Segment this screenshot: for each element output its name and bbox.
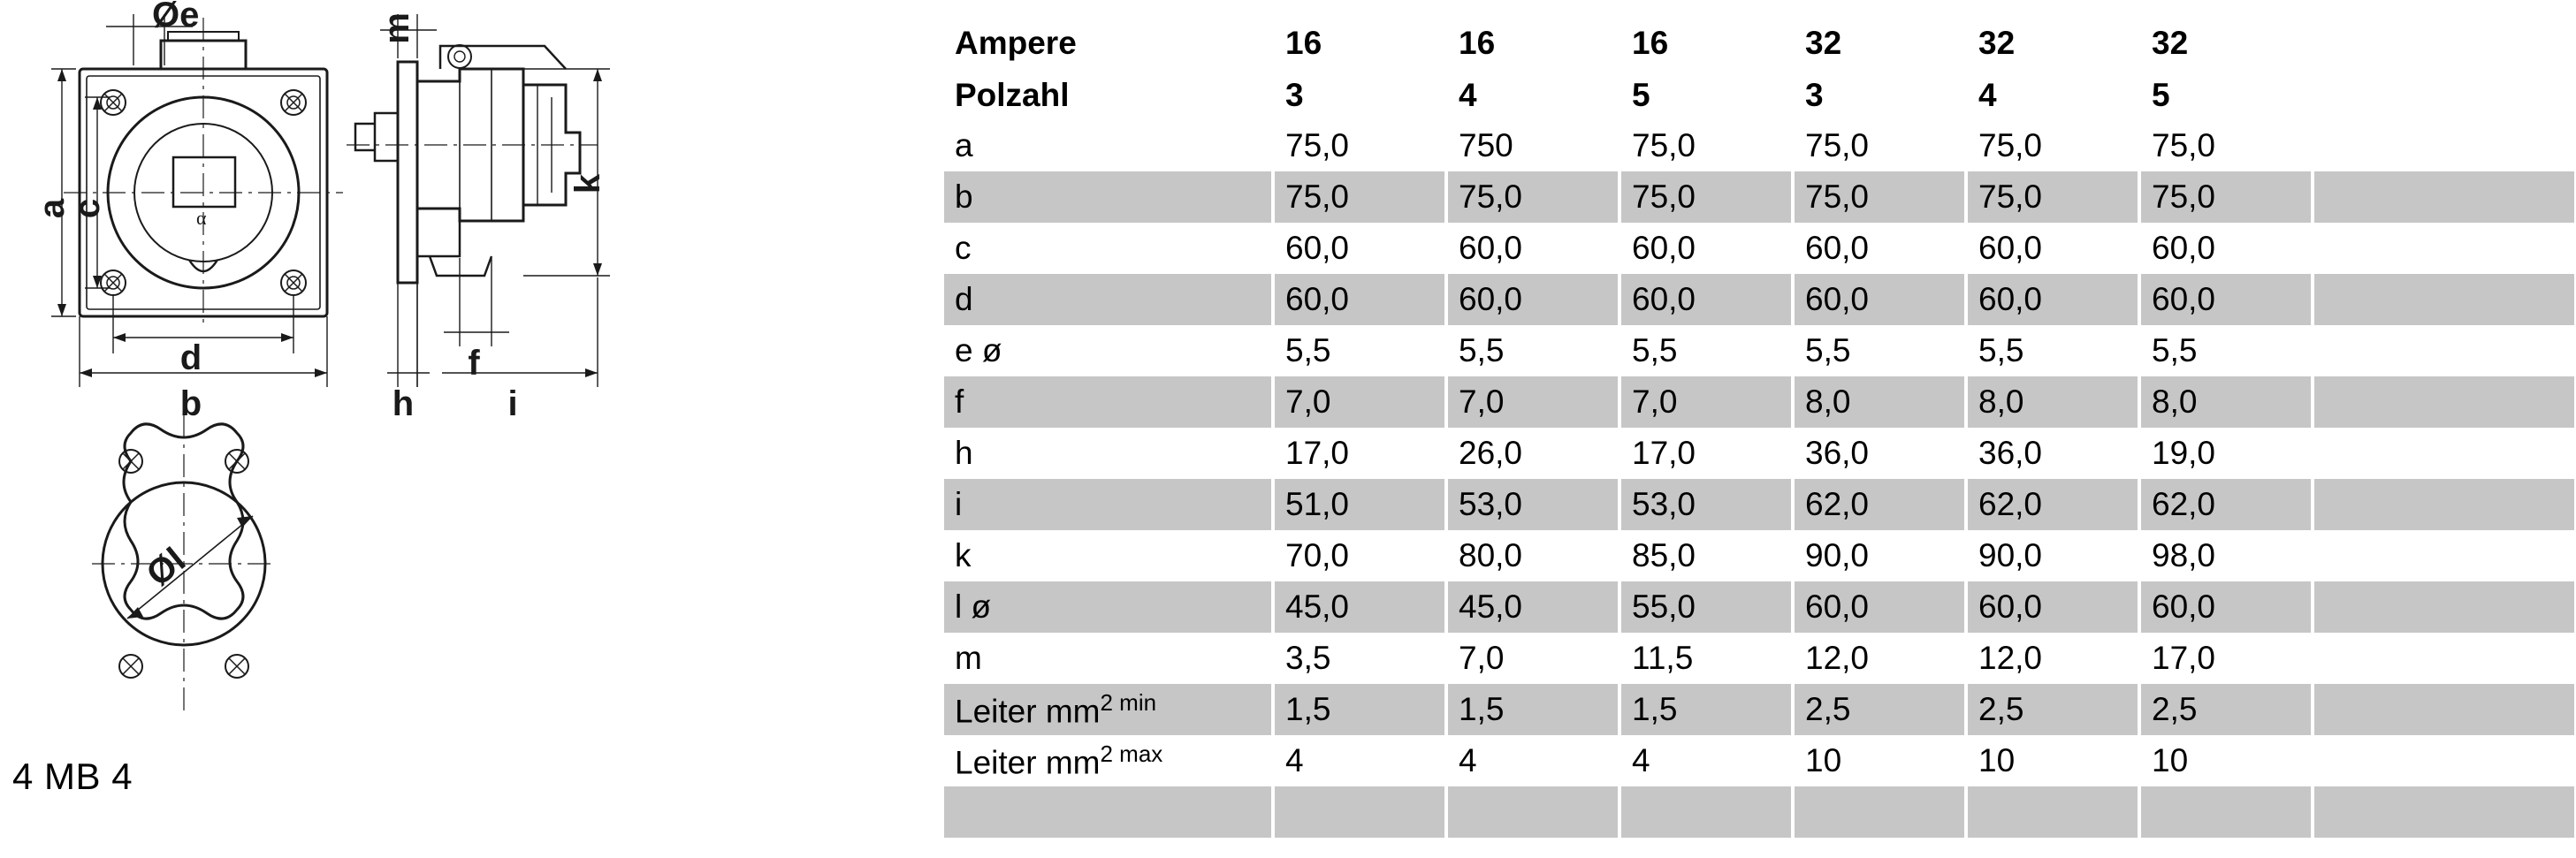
row-label: h bbox=[944, 428, 1273, 479]
row-pad bbox=[2313, 786, 2576, 838]
row-value-2: 4 bbox=[1446, 735, 1620, 786]
header-polzahl-3: 5 bbox=[1620, 71, 1793, 120]
row-label: c bbox=[944, 223, 1273, 274]
row-value-3: 7,0 bbox=[1620, 376, 1793, 428]
row-pad bbox=[2313, 171, 2576, 223]
row-label-text: Leiter mm bbox=[955, 744, 1101, 781]
row-value-4 bbox=[1793, 786, 1966, 838]
table-row bbox=[944, 171, 2576, 223]
row-value-3: 1,5 bbox=[1620, 684, 1793, 735]
table-row bbox=[944, 120, 2576, 171]
row-value-4: 60,0 bbox=[1793, 274, 1966, 325]
table-row bbox=[944, 581, 2576, 633]
row-value-3: 75,0 bbox=[1620, 171, 1793, 223]
drawing-svg bbox=[0, 0, 937, 858]
row-label: b bbox=[944, 171, 1273, 223]
header-ampere-2: 16 bbox=[1446, 0, 1620, 71]
label-front-a: a bbox=[33, 198, 72, 219]
table-row bbox=[944, 325, 2576, 376]
header-ampere-4: 32 bbox=[1793, 0, 1966, 71]
row-value-4: 60,0 bbox=[1793, 581, 1966, 633]
row-value-5: 36,0 bbox=[1966, 428, 2139, 479]
row-value-3: 4 bbox=[1620, 735, 1793, 786]
header-polzahl-6: 5 bbox=[2139, 71, 2313, 120]
row-value-6: 75,0 bbox=[2139, 120, 2313, 171]
row-value-1: 60,0 bbox=[1273, 274, 1446, 325]
table-header-row-polzahl bbox=[944, 71, 2576, 120]
row-value-1: 4 bbox=[1273, 735, 1446, 786]
row-pad bbox=[2313, 735, 2576, 786]
svg-text:α: α bbox=[196, 207, 207, 229]
row-value-2: 60,0 bbox=[1446, 274, 1620, 325]
label-side-k: k bbox=[568, 173, 607, 194]
row-pad bbox=[2313, 376, 2576, 428]
row-label bbox=[944, 735, 1273, 786]
header-ampere-6: 32 bbox=[2139, 0, 2313, 71]
row-value-2: 7,0 bbox=[1446, 633, 1620, 684]
label-side-m: m bbox=[377, 12, 416, 44]
header-ampere-5: 32 bbox=[1966, 0, 2139, 71]
header-label-polzahl: Polzahl bbox=[944, 71, 1273, 120]
table-row bbox=[944, 376, 2576, 428]
row-value-6: 60,0 bbox=[2139, 581, 2313, 633]
row-value-4: 36,0 bbox=[1793, 428, 1966, 479]
row-value-1: 75,0 bbox=[1273, 120, 1446, 171]
row-pad bbox=[2313, 428, 2576, 479]
row-value-4: 60,0 bbox=[1793, 223, 1966, 274]
row-label bbox=[944, 684, 1273, 735]
row-value-1: 17,0 bbox=[1273, 428, 1446, 479]
label-side-h: h bbox=[392, 384, 415, 423]
header-polzahl-pad bbox=[2313, 71, 2576, 120]
label-side-f: f bbox=[468, 344, 480, 383]
label-front-b: b bbox=[179, 384, 202, 423]
row-value-3: 75,0 bbox=[1620, 120, 1793, 171]
header-ampere-1: 16 bbox=[1273, 0, 1446, 71]
row-label: k bbox=[944, 530, 1273, 581]
header-polzahl-1: 3 bbox=[1273, 71, 1446, 120]
row-value-2: 60,0 bbox=[1446, 223, 1620, 274]
row-value-4: 75,0 bbox=[1793, 171, 1966, 223]
row-value-3: 17,0 bbox=[1620, 428, 1793, 479]
row-value-4: 90,0 bbox=[1793, 530, 1966, 581]
row-label bbox=[944, 786, 1273, 838]
row-value-6: 8,0 bbox=[2139, 376, 2313, 428]
row-value-6 bbox=[2139, 786, 2313, 838]
row-value-1: 75,0 bbox=[1273, 171, 1446, 223]
row-label: l ø bbox=[944, 581, 1273, 633]
row-value-6: 19,0 bbox=[2139, 428, 2313, 479]
row-label: f bbox=[944, 376, 1273, 428]
row-label-sup: 2 min bbox=[1100, 688, 1157, 716]
row-value-2: 7,0 bbox=[1446, 376, 1620, 428]
row-value-5: 10 bbox=[1966, 735, 2139, 786]
table-header-row-ampere bbox=[944, 0, 2576, 71]
row-value-5: 8,0 bbox=[1966, 376, 2139, 428]
row-value-2: 75,0 bbox=[1446, 171, 1620, 223]
table-row bbox=[944, 633, 2576, 684]
row-value-1: 51,0 bbox=[1273, 479, 1446, 530]
row-label: d bbox=[944, 274, 1273, 325]
label-front-d: d bbox=[179, 338, 202, 377]
row-value-4: 62,0 bbox=[1793, 479, 1966, 530]
row-value-2: 45,0 bbox=[1446, 581, 1620, 633]
row-value-1: 45,0 bbox=[1273, 581, 1446, 633]
label-front-dia-e: Øe bbox=[152, 0, 200, 34]
row-value-3: 60,0 bbox=[1620, 223, 1793, 274]
table-row bbox=[944, 530, 2576, 581]
row-value-3: 85,0 bbox=[1620, 530, 1793, 581]
row-value-1: 60,0 bbox=[1273, 223, 1446, 274]
row-label: m bbox=[944, 633, 1273, 684]
row-label-sup: 2 max bbox=[1100, 740, 1163, 767]
row-value-3: 53,0 bbox=[1620, 479, 1793, 530]
row-value-6: 75,0 bbox=[2139, 171, 2313, 223]
row-value-5: 60,0 bbox=[1966, 223, 2139, 274]
row-value-4: 8,0 bbox=[1793, 376, 1966, 428]
row-pad bbox=[2313, 581, 2576, 633]
row-pad bbox=[2313, 479, 2576, 530]
header-ampere-3: 16 bbox=[1620, 0, 1793, 71]
row-value-4: 75,0 bbox=[1793, 120, 1966, 171]
row-value-5: 60,0 bbox=[1966, 581, 2139, 633]
header-ampere-pad bbox=[2313, 0, 2576, 71]
row-value-1 bbox=[1273, 786, 1446, 838]
part-number-label: 4 MB 4 bbox=[12, 755, 133, 797]
row-value-4: 2,5 bbox=[1793, 684, 1966, 735]
table-row bbox=[944, 428, 2576, 479]
table-row bbox=[944, 223, 2576, 274]
row-value-3: 55,0 bbox=[1620, 581, 1793, 633]
header-label-ampere: Ampere bbox=[944, 0, 1273, 71]
row-value-6: 2,5 bbox=[2139, 684, 2313, 735]
row-value-3 bbox=[1620, 786, 1793, 838]
row-value-1: 1,5 bbox=[1273, 684, 1446, 735]
row-value-4: 10 bbox=[1793, 735, 1966, 786]
technical-drawing-panel bbox=[0, 0, 937, 858]
row-value-6: 98,0 bbox=[2139, 530, 2313, 581]
row-value-5: 90,0 bbox=[1966, 530, 2139, 581]
row-value-3: 60,0 bbox=[1620, 274, 1793, 325]
label-side-i: i bbox=[507, 384, 518, 423]
row-value-1: 7,0 bbox=[1273, 376, 1446, 428]
row-pad bbox=[2313, 120, 2576, 171]
row-value-2: 5,5 bbox=[1446, 325, 1620, 376]
row-value-2: 80,0 bbox=[1446, 530, 1620, 581]
row-label: e ø bbox=[944, 325, 1273, 376]
header-polzahl-4: 3 bbox=[1793, 71, 1966, 120]
row-value-2: 750 bbox=[1446, 120, 1620, 171]
row-value-2: 1,5 bbox=[1446, 684, 1620, 735]
table-row bbox=[944, 479, 2576, 530]
row-value-2 bbox=[1446, 786, 1620, 838]
table-row-empty bbox=[944, 786, 2576, 838]
row-value-2: 53,0 bbox=[1446, 479, 1620, 530]
row-pad bbox=[2313, 530, 2576, 581]
row-value-6: 10 bbox=[2139, 735, 2313, 786]
row-value-6: 5,5 bbox=[2139, 325, 2313, 376]
row-value-5: 5,5 bbox=[1966, 325, 2139, 376]
row-value-6: 60,0 bbox=[2139, 223, 2313, 274]
table-row bbox=[944, 274, 2576, 325]
row-label: a bbox=[944, 120, 1273, 171]
row-pad bbox=[2313, 223, 2576, 274]
table-row bbox=[944, 735, 2576, 786]
header-polzahl-2: 4 bbox=[1446, 71, 1620, 120]
row-value-1: 3,5 bbox=[1273, 633, 1446, 684]
row-value-4: 5,5 bbox=[1793, 325, 1966, 376]
table-row bbox=[944, 684, 2576, 735]
row-pad bbox=[2313, 633, 2576, 684]
row-value-5 bbox=[1966, 786, 2139, 838]
row-pad bbox=[2313, 684, 2576, 735]
row-value-5: 75,0 bbox=[1966, 171, 2139, 223]
row-value-4: 12,0 bbox=[1793, 633, 1966, 684]
row-value-6: 17,0 bbox=[2139, 633, 2313, 684]
row-value-3: 5,5 bbox=[1620, 325, 1793, 376]
row-pad bbox=[2313, 274, 2576, 325]
row-value-6: 62,0 bbox=[2139, 479, 2313, 530]
row-value-1: 70,0 bbox=[1273, 530, 1446, 581]
row-value-5: 2,5 bbox=[1966, 684, 2139, 735]
specification-table bbox=[944, 0, 2576, 838]
row-value-2: 26,0 bbox=[1446, 428, 1620, 479]
row-value-6: 60,0 bbox=[2139, 274, 2313, 325]
label-bottom-dia-l: Øl bbox=[139, 540, 194, 595]
row-value-5: 60,0 bbox=[1966, 274, 2139, 325]
row-value-5: 62,0 bbox=[1966, 479, 2139, 530]
row-label-text: Leiter mm bbox=[955, 693, 1101, 730]
specification-table-wrapper bbox=[944, 0, 2576, 858]
row-label: i bbox=[944, 479, 1273, 530]
row-value-5: 12,0 bbox=[1966, 633, 2139, 684]
row-pad bbox=[2313, 325, 2576, 376]
row-value-1: 5,5 bbox=[1273, 325, 1446, 376]
header-polzahl-5: 4 bbox=[1966, 71, 2139, 120]
row-value-5: 75,0 bbox=[1966, 120, 2139, 171]
row-value-3: 11,5 bbox=[1620, 633, 1793, 684]
label-front-c: c bbox=[68, 198, 107, 219]
